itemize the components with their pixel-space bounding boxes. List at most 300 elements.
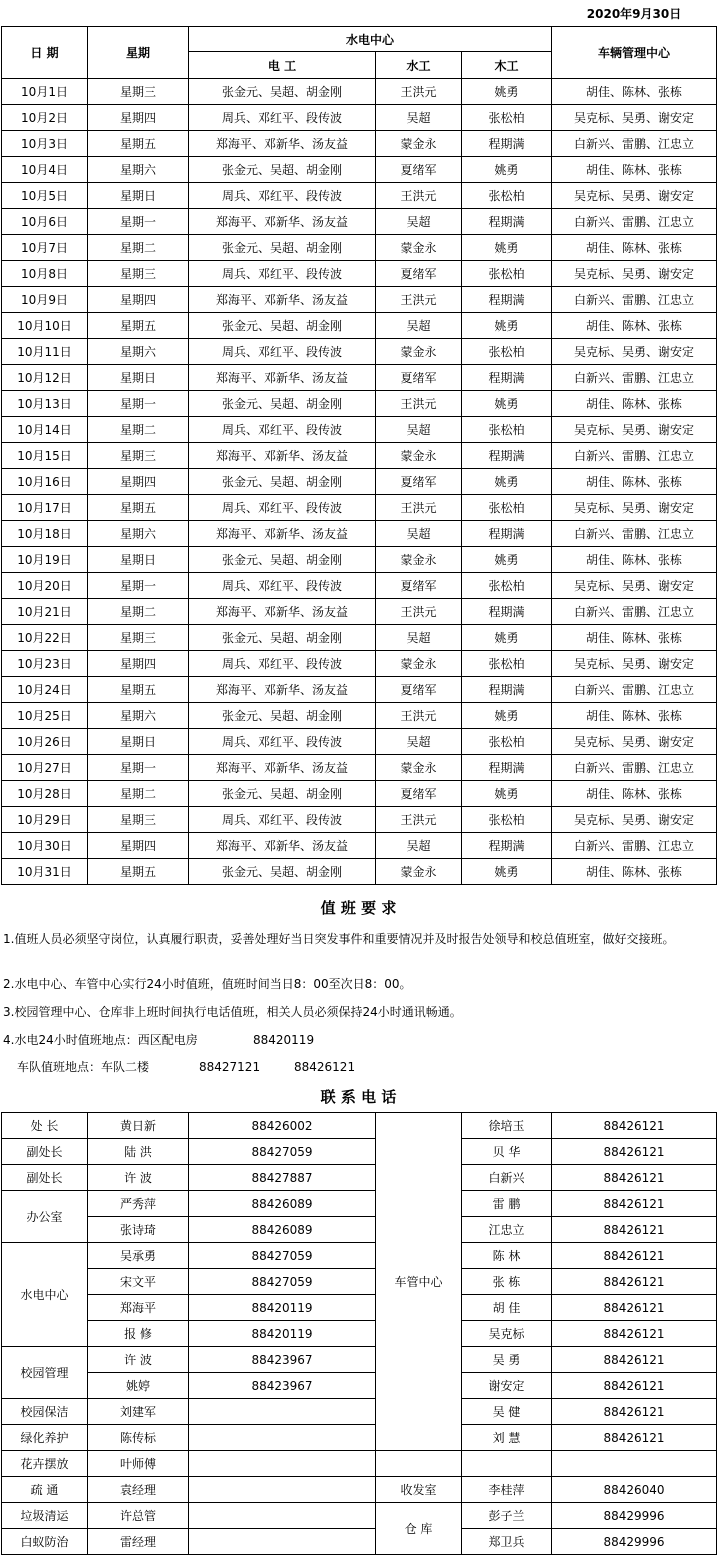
carpenter-cell: 姚勇	[462, 703, 552, 729]
dept-flowers: 花卉摆放	[2, 1451, 88, 1477]
schedule-row	[2, 105, 717, 131]
contact-row	[2, 1165, 717, 1191]
date-cell: 10月10日	[2, 313, 88, 339]
phone-water: 88427059	[189, 1243, 376, 1269]
weekday-cell: 星期二	[88, 781, 189, 807]
vehicle-name: 张 栋	[462, 1269, 552, 1295]
vehicle-staff-cell: 吴克标、吴勇、谢安定	[552, 651, 717, 677]
carpenter-cell: 姚勇	[462, 469, 552, 495]
vehicle-name: 雷 鹏	[462, 1191, 552, 1217]
vehicle-staff-cell: 胡佳、陈林、张栋	[552, 781, 717, 807]
vehicle-name: 贝 华	[462, 1139, 552, 1165]
schedule-row	[2, 729, 717, 755]
phone-deputy: 88427887	[189, 1165, 376, 1191]
schedule-row	[2, 651, 717, 677]
plumber-cell: 王洪元	[376, 703, 462, 729]
carpenter-cell: 姚勇	[462, 235, 552, 261]
vehicle-phone: 88426121	[552, 1139, 717, 1165]
contacts-table	[1, 1112, 717, 1555]
plumber-cell: 吴超	[376, 105, 462, 131]
vehicle-name: 白新兴	[462, 1165, 552, 1191]
date-cell: 10月17日	[2, 495, 88, 521]
vehicle-staff-cell: 胡佳、陈林、张栋	[552, 391, 717, 417]
plumber-cell: 夏绪军	[376, 365, 462, 391]
vehicle-name: 吴克标	[462, 1321, 552, 1347]
vehicle-staff-cell: 白新兴、雷鹏、江忠立	[552, 365, 717, 391]
electricians-cell: 周兵、邓红平、段传波	[189, 183, 376, 209]
vehicle-staff-cell: 白新兴、雷鹏、江忠立	[552, 443, 717, 469]
carpenter-cell: 张松柏	[462, 261, 552, 287]
contact-row	[2, 1529, 717, 1555]
vehicle-staff-cell: 吴克标、吴勇、谢安定	[552, 573, 717, 599]
phone-termite	[189, 1529, 376, 1555]
date-cell: 10月27日	[2, 755, 88, 781]
contact-row	[2, 1191, 717, 1217]
plumber-cell: 王洪元	[376, 79, 462, 105]
carpenter-cell: 姚勇	[462, 79, 552, 105]
carpenter-cell: 张松柏	[462, 573, 552, 599]
carpenter-cell: 程期满	[462, 287, 552, 313]
vehicle-phone: 88426121	[552, 1373, 717, 1399]
weekday-cell: 星期四	[88, 469, 189, 495]
date-cell: 10月23日	[2, 651, 88, 677]
name-deputy: 许 波	[88, 1165, 189, 1191]
date-cell: 10月22日	[2, 625, 88, 651]
vehicle-phone: 88426121	[552, 1217, 717, 1243]
schedule-row	[2, 287, 717, 313]
name-greening: 陈传标	[88, 1425, 189, 1451]
weekday-cell: 星期一	[88, 209, 189, 235]
schedule-row	[2, 859, 717, 885]
electricians-cell: 周兵、邓红平、段传波	[189, 807, 376, 833]
plumber-cell: 王洪元	[376, 807, 462, 833]
phone-campus: 88423967	[189, 1347, 376, 1373]
electricians-cell: 张金元、吴超、胡金刚	[189, 781, 376, 807]
role-deputy: 副处长	[2, 1165, 88, 1191]
contact-row	[2, 1139, 717, 1165]
weekday-cell: 星期三	[88, 807, 189, 833]
phone-water: 88420119	[189, 1295, 376, 1321]
date-cell: 10月12日	[2, 365, 88, 391]
phone-warehouse: 88429996	[552, 1529, 717, 1555]
contact-row	[2, 1373, 717, 1399]
fleet-duty-phone-2: 88426121	[294, 1060, 356, 1074]
weekday-cell: 星期三	[88, 625, 189, 651]
vehicle-staff-cell: 胡佳、陈林、张栋	[552, 625, 717, 651]
weekday-cell: 星期五	[88, 859, 189, 885]
vehicle-name: 陈 林	[462, 1243, 552, 1269]
date-cell: 10月8日	[2, 261, 88, 287]
carpenter-cell: 姚勇	[462, 781, 552, 807]
schedule-row	[2, 443, 717, 469]
dept-water-electric: 水电中心	[2, 1243, 88, 1347]
plumber-cell: 吴超	[376, 833, 462, 859]
contact-row	[2, 1503, 717, 1529]
electricians-cell: 张金元、吴超、胡金刚	[189, 313, 376, 339]
date-cell: 10月15日	[2, 443, 88, 469]
name-campus: 许 波	[88, 1347, 189, 1373]
phone-office: 88426089	[189, 1217, 376, 1243]
plumber-cell: 蒙金永	[376, 547, 462, 573]
carpenter-cell: 程期满	[462, 833, 552, 859]
electricians-cell: 张金元、吴超、胡金刚	[189, 703, 376, 729]
electricians-cell: 周兵、邓红平、段传波	[189, 573, 376, 599]
vehicle-phone: 88426121	[552, 1243, 717, 1269]
contact-row	[2, 1451, 717, 1477]
dept-mailroom: 收发室	[376, 1477, 462, 1503]
date-cell: 10月29日	[2, 807, 88, 833]
vehicle-name: 徐培玉	[462, 1113, 552, 1139]
electricians-cell: 周兵、邓红平、段传波	[189, 339, 376, 365]
date-cell: 10月3日	[2, 131, 88, 157]
electricians-cell: 郑海平、邓新华、汤友益	[189, 599, 376, 625]
header-plumber: 水工	[376, 52, 462, 79]
electricians-cell: 张金元、吴超、胡金刚	[189, 859, 376, 885]
schedule-body	[2, 27, 717, 885]
plumber-cell: 夏绪军	[376, 677, 462, 703]
name-office: 严秀萍	[88, 1191, 189, 1217]
vehicle-staff-cell: 白新兴、雷鹏、江忠立	[552, 599, 717, 625]
date-cell: 10月21日	[2, 599, 88, 625]
weekday-cell: 星期三	[88, 79, 189, 105]
schedule-row	[2, 495, 717, 521]
vehicle-staff-cell: 白新兴、雷鹏、江忠立	[552, 131, 717, 157]
name-termite: 雷经理	[88, 1529, 189, 1555]
vehicle-staff-cell: 胡佳、陈林、张栋	[552, 235, 717, 261]
schedule-row	[2, 573, 717, 599]
vehicle-staff-cell: 胡佳、陈林、张栋	[552, 469, 717, 495]
phone-director: 88426002	[189, 1113, 376, 1139]
vehicle-phone: 88426121	[552, 1399, 717, 1425]
schedule-row	[2, 391, 717, 417]
carpenter-cell: 张松柏	[462, 183, 552, 209]
requirements-title: 值 班 要 求	[320, 899, 397, 917]
plumber-cell: 蒙金永	[376, 443, 462, 469]
contact-row	[2, 1113, 717, 1139]
contact-row	[2, 1217, 717, 1243]
contact-row	[2, 1425, 717, 1451]
carpenter-cell: 张松柏	[462, 729, 552, 755]
electricians-cell: 张金元、吴超、胡金刚	[189, 625, 376, 651]
schedule-row	[2, 339, 717, 365]
requirement-4	[3, 1032, 713, 1049]
dept-cleaning: 校园保洁	[2, 1399, 88, 1425]
carpenter-cell: 程期满	[462, 365, 552, 391]
date-cell: 10月25日	[2, 703, 88, 729]
name-garbage: 许总管	[88, 1503, 189, 1529]
weekday-cell: 星期二	[88, 417, 189, 443]
requirement-2: 2.水电中心、车管中心实行24小时值班，值班时间当日8：00至次日8：00。	[3, 977, 412, 991]
electricians-cell: 郑海平、邓新华、汤友益	[189, 287, 376, 313]
weekday-cell: 星期五	[88, 131, 189, 157]
electricians-cell: 张金元、吴超、胡金刚	[189, 79, 376, 105]
vehicle-phone: 88426121	[552, 1425, 717, 1451]
weekday-cell: 星期四	[88, 287, 189, 313]
header-date: 日 期	[2, 27, 88, 79]
plumber-cell: 夏绪军	[376, 157, 462, 183]
name-water: 报 修	[88, 1321, 189, 1347]
plumber-cell: 吴超	[376, 313, 462, 339]
vehicle-staff-cell: 吴克标、吴勇、谢安定	[552, 807, 717, 833]
schedule-row	[2, 781, 717, 807]
plumber-cell: 王洪元	[376, 495, 462, 521]
plumber-cell: 吴超	[376, 417, 462, 443]
electricians-cell: 周兵、邓红平、段传波	[189, 495, 376, 521]
weekday-cell: 星期一	[88, 391, 189, 417]
schedule-row	[2, 157, 717, 183]
carpenter-cell: 张松柏	[462, 105, 552, 131]
dept-office: 办公室	[2, 1191, 88, 1243]
header-water-electric-center: 水电中心	[189, 27, 552, 52]
contact-row	[2, 1295, 717, 1321]
empty-cell	[552, 1451, 717, 1477]
contact-row	[2, 1399, 717, 1425]
phone-mailroom: 88426040	[552, 1477, 717, 1503]
weekday-cell: 星期四	[88, 651, 189, 677]
schedule-row	[2, 807, 717, 833]
dept-dredging: 疏 通	[2, 1477, 88, 1503]
plumber-cell: 吴超	[376, 625, 462, 651]
plumber-cell: 夏绪军	[376, 781, 462, 807]
carpenter-cell: 姚勇	[462, 859, 552, 885]
plumber-cell: 蒙金永	[376, 651, 462, 677]
schedule-row	[2, 677, 717, 703]
header-electrician: 电 工	[189, 52, 376, 79]
schedule-row	[2, 547, 717, 573]
plumber-cell: 王洪元	[376, 391, 462, 417]
electricians-cell: 郑海平、邓新华、汤友益	[189, 677, 376, 703]
empty-cell	[376, 1451, 462, 1477]
vehicle-phone: 88426121	[552, 1269, 717, 1295]
weekday-cell: 星期日	[88, 183, 189, 209]
schedule-row	[2, 131, 717, 157]
phone-garbage	[189, 1503, 376, 1529]
vehicle-staff-cell: 白新兴、雷鹏、江忠立	[552, 755, 717, 781]
carpenter-cell: 程期满	[462, 755, 552, 781]
electricians-cell: 周兵、邓红平、段传波	[189, 729, 376, 755]
date-cell: 10月9日	[2, 287, 88, 313]
phone-office: 88426089	[189, 1191, 376, 1217]
vehicle-staff-cell: 吴克标、吴勇、谢安定	[552, 495, 717, 521]
date-cell: 10月7日	[2, 235, 88, 261]
electricians-cell: 周兵、邓红平、段传波	[189, 417, 376, 443]
schedule-row	[2, 833, 717, 859]
carpenter-cell: 张松柏	[462, 807, 552, 833]
carpenter-cell: 程期满	[462, 443, 552, 469]
vehicle-staff-cell: 胡佳、陈林、张栋	[552, 79, 717, 105]
schedule-row	[2, 417, 717, 443]
plumber-cell: 夏绪军	[376, 469, 462, 495]
weekday-cell: 星期六	[88, 339, 189, 365]
weekday-cell: 星期五	[88, 313, 189, 339]
name-water: 吴承勇	[88, 1243, 189, 1269]
date-cell: 10月24日	[2, 677, 88, 703]
electricians-cell: 郑海平、邓新华、汤友益	[189, 443, 376, 469]
vehicle-name: 江忠立	[462, 1217, 552, 1243]
dept-campus: 校园管理	[2, 1347, 88, 1399]
carpenter-cell: 张松柏	[462, 495, 552, 521]
vehicle-staff-cell: 白新兴、雷鹏、江忠立	[552, 287, 717, 313]
vehicle-staff-cell: 吴克标、吴勇、谢安定	[552, 105, 717, 131]
date-cell: 10月11日	[2, 339, 88, 365]
schedule-row	[2, 365, 717, 391]
duty-schedule-table	[1, 26, 717, 885]
carpenter-cell: 程期满	[462, 209, 552, 235]
name-campus: 姚婷	[88, 1373, 189, 1399]
schedule-row	[2, 755, 717, 781]
report-date: 2020年9月30日	[586, 7, 682, 21]
requirement-1: 1.值班人员必须坚守岗位，认真履行职责，妥善处理好当日突发事件和重要情况并及时报告处领导和校总值班室，做好交接班。	[3, 932, 675, 946]
vehicle-staff-cell: 吴克标、吴勇、谢安定	[552, 417, 717, 443]
vehicle-staff-cell: 胡佳、陈林、张栋	[552, 313, 717, 339]
vehicle-phone: 88426121	[552, 1295, 717, 1321]
schedule-row	[2, 599, 717, 625]
header-carpenter: 木工	[462, 52, 552, 79]
vehicle-staff-cell: 胡佳、陈林、张栋	[552, 703, 717, 729]
schedule-row	[2, 79, 717, 105]
dept-garbage: 垃圾清运	[2, 1503, 88, 1529]
carpenter-cell: 姚勇	[462, 157, 552, 183]
plumber-cell: 蒙金永	[376, 339, 462, 365]
dept-warehouse: 仓 库	[376, 1503, 462, 1555]
water-duty-phone: 88420119	[253, 1033, 315, 1047]
plumber-cell: 蒙金永	[376, 859, 462, 885]
plumber-cell: 王洪元	[376, 287, 462, 313]
weekday-cell: 星期二	[88, 235, 189, 261]
name-office: 张诗琦	[88, 1217, 189, 1243]
vehicle-staff-cell: 胡佳、陈林、张栋	[552, 157, 717, 183]
vehicle-staff-cell: 吴克标、吴勇、谢安定	[552, 729, 717, 755]
carpenter-cell: 姚勇	[462, 313, 552, 339]
name-dredging: 袁经理	[88, 1477, 189, 1503]
carpenter-cell: 张松柏	[462, 417, 552, 443]
weekday-cell: 星期三	[88, 443, 189, 469]
date-cell: 10月18日	[2, 521, 88, 547]
weekday-cell: 星期五	[88, 495, 189, 521]
vehicle-staff-cell: 白新兴、雷鹏、江忠立	[552, 833, 717, 859]
plumber-cell: 夏绪军	[376, 573, 462, 599]
schedule-row	[2, 183, 717, 209]
water-duty-location: 4.水电24小时值班地点：西区配电房	[3, 1033, 198, 1047]
weekday-cell: 星期一	[88, 573, 189, 599]
date-cell: 10月14日	[2, 417, 88, 443]
schedule-row	[2, 235, 717, 261]
electricians-cell: 张金元、吴超、胡金刚	[189, 469, 376, 495]
fleet-duty-location: 车队值班地点：车队二楼	[17, 1060, 150, 1074]
name-warehouse: 郑卫兵	[462, 1529, 552, 1555]
phone-cleaning	[189, 1399, 376, 1425]
date-cell: 10月31日	[2, 859, 88, 885]
date-cell: 10月4日	[2, 157, 88, 183]
date-cell: 10月19日	[2, 547, 88, 573]
date-cell: 10月5日	[2, 183, 88, 209]
plumber-cell: 王洪元	[376, 183, 462, 209]
plumber-cell: 蒙金永	[376, 235, 462, 261]
role-director: 处 长	[2, 1113, 88, 1139]
contact-row	[2, 1347, 717, 1373]
phone-campus: 88423967	[189, 1373, 376, 1399]
vehicle-staff-cell: 白新兴、雷鹏、江忠立	[552, 521, 717, 547]
weekday-cell: 星期六	[88, 703, 189, 729]
vehicle-staff-cell: 吴克标、吴勇、谢安定	[552, 261, 717, 287]
phone-dredging	[189, 1477, 376, 1503]
vehicle-phone: 88426121	[552, 1165, 717, 1191]
weekday-cell: 星期五	[88, 677, 189, 703]
schedule-row	[2, 209, 717, 235]
name-cleaning: 刘建军	[88, 1399, 189, 1425]
header-weekday: 星期	[88, 27, 189, 79]
contact-row	[2, 1321, 717, 1347]
schedule-row	[2, 469, 717, 495]
carpenter-cell: 张松柏	[462, 651, 552, 677]
fleet-duty-phone-1: 88427121	[199, 1060, 261, 1074]
name-water: 郑海平	[88, 1295, 189, 1321]
vehicle-name: 吴 勇	[462, 1347, 552, 1373]
schedule-row	[2, 521, 717, 547]
carpenter-cell: 姚勇	[462, 625, 552, 651]
carpenter-cell: 程期满	[462, 599, 552, 625]
electricians-cell: 周兵、邓红平、段传波	[189, 105, 376, 131]
vehicle-center-label: 车管中心	[376, 1113, 462, 1451]
electricians-cell: 周兵、邓红平、段传波	[189, 651, 376, 677]
vehicle-phone: 88426121	[552, 1191, 717, 1217]
electricians-cell: 郑海平、邓新华、汤友益	[189, 833, 376, 859]
vehicle-staff-cell: 吴克标、吴勇、谢安定	[552, 339, 717, 365]
date-cell: 10月20日	[2, 573, 88, 599]
schedule-row	[2, 625, 717, 651]
electricians-cell: 张金元、吴超、胡金刚	[189, 235, 376, 261]
requirement-3: 3.校园管理中心、仓库非上班时间执行电话值班，相关人员必须保持24小时通讯畅通。	[3, 1005, 462, 1019]
carpenter-cell: 程期满	[462, 677, 552, 703]
electricians-cell: 张金元、吴超、胡金刚	[189, 157, 376, 183]
date-cell: 10月26日	[2, 729, 88, 755]
phone-water: 88427059	[189, 1269, 376, 1295]
name-deputy: 陆 洪	[88, 1139, 189, 1165]
contact-row	[2, 1243, 717, 1269]
weekday-cell: 星期日	[88, 547, 189, 573]
vehicle-staff-cell: 吴克标、吴勇、谢安定	[552, 183, 717, 209]
name-flowers: 叶师傅	[88, 1451, 189, 1477]
weekday-cell: 星期四	[88, 833, 189, 859]
weekday-cell: 星期日	[88, 365, 189, 391]
carpenter-cell: 姚勇	[462, 547, 552, 573]
carpenter-cell: 程期满	[462, 521, 552, 547]
electricians-cell: 郑海平、邓新华、汤友益	[189, 755, 376, 781]
carpenter-cell: 张松柏	[462, 339, 552, 365]
electricians-cell: 郑海平、邓新华、汤友益	[189, 521, 376, 547]
electricians-cell: 郑海平、邓新华、汤友益	[189, 365, 376, 391]
name-warehouse: 彭子兰	[462, 1503, 552, 1529]
plumber-cell: 王洪元	[376, 599, 462, 625]
vehicle-staff-cell: 白新兴、雷鹏、江忠立	[552, 209, 717, 235]
vehicle-staff-cell: 胡佳、陈林、张栋	[552, 547, 717, 573]
weekday-cell: 星期一	[88, 755, 189, 781]
plumber-cell: 吴超	[376, 209, 462, 235]
vehicle-name: 谢安定	[462, 1373, 552, 1399]
schedule-row	[2, 313, 717, 339]
vehicle-staff-cell: 胡佳、陈林、张栋	[552, 859, 717, 885]
contact-row	[2, 1269, 717, 1295]
electricians-cell: 郑海平、邓新华、汤友益	[189, 131, 376, 157]
schedule-row	[2, 261, 717, 287]
weekday-cell: 星期六	[88, 157, 189, 183]
schedule-row	[2, 703, 717, 729]
electricians-cell: 郑海平、邓新华、汤友益	[189, 209, 376, 235]
electricians-cell: 周兵、邓红平、段传波	[189, 261, 376, 287]
phone-flowers	[189, 1451, 376, 1477]
phone-deputy: 88427059	[189, 1139, 376, 1165]
electricians-cell: 张金元、吴超、胡金刚	[189, 391, 376, 417]
